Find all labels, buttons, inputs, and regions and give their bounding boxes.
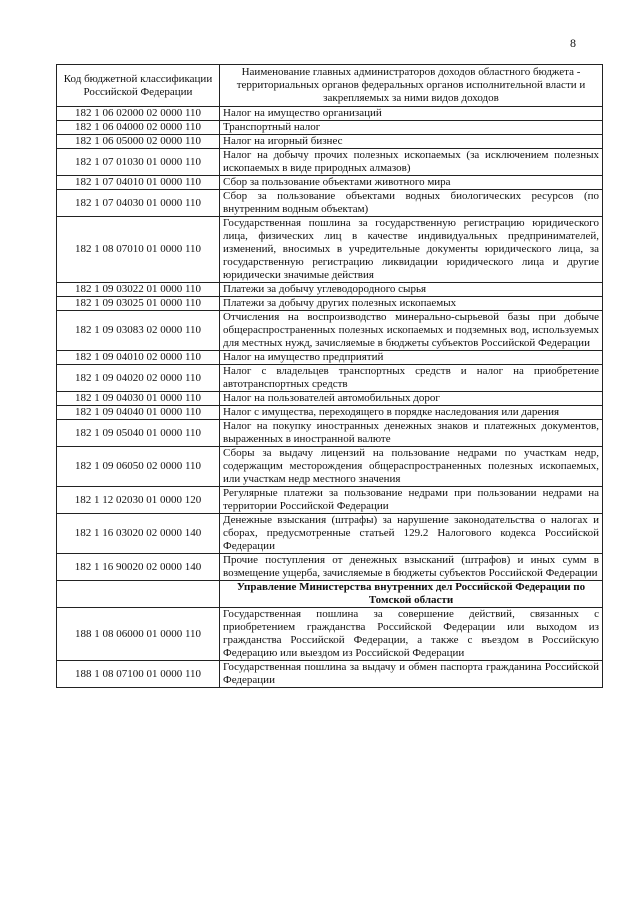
section-title: Управление Министерства внутренних дел Российской Федерации по Томской области [220,581,603,608]
revenue-name: Сбор за пользование объектами животного мира [220,176,603,190]
table-row [57,190,603,217]
table-row [57,554,603,581]
budget-code [57,581,220,608]
revenue-name: Налог на добычу прочих полезных ископаемых (за исключением полезных ископаемых в виде природных алмазов) [220,149,603,176]
budget-code: 182 1 07 04030 01 0000 110 [57,190,220,217]
table-header-row [57,65,603,107]
revenue-name: Налог на покупку иностранных денежных знаков и платежных документов, выраженных в иностранной валюте [220,420,603,447]
budget-code: 182 1 09 03025 01 0000 110 [57,297,220,311]
revenue-name: Налог на игорный бизнес [220,135,603,149]
table-row [57,121,603,135]
page-number: 8 [570,36,576,50]
table-row [57,176,603,190]
revenue-name: Налог на пользователей автомобильных дорог [220,392,603,406]
revenue-name: Транспортный налог [220,121,603,135]
budget-code: 182 1 09 04040 01 0000 110 [57,406,220,420]
revenue-name: Налог на имущество организаций [220,107,603,121]
header-code: Код бюджетной классификации Российской Федерации [57,65,220,107]
table-row [57,608,603,661]
table-row [57,351,603,365]
budget-code: 182 1 06 02000 02 0000 110 [57,107,220,121]
table-row [57,661,603,688]
revenue-name: Прочие поступления от денежных взысканий (штрафов) и иных сумм в возмещение ущерба, зачисляемые в бюджеты субъектов Российской Федерации [220,554,603,581]
revenue-name: Сборы за выдачу лицензий на пользование недрами по участкам недр, содержащим месторождения общераспространенных полезных ископаемых, или участкам недр местного значения [220,447,603,487]
table-row [57,392,603,406]
budget-code: 182 1 09 05040 01 0000 110 [57,420,220,447]
revenue-name: Регулярные платежи за пользование недрами при пользовании недрами на территории Российской Федерации [220,487,603,514]
budget-code: 182 1 09 03083 02 0000 110 [57,311,220,351]
revenue-name: Платежи за добычу углеводородного сырья [220,283,603,297]
budget-code: 182 1 09 06050 02 0000 110 [57,447,220,487]
budget-code: 182 1 08 07010 01 0000 110 [57,217,220,283]
budget-code: 182 1 07 04010 01 0000 110 [57,176,220,190]
budget-classification-table [56,64,603,688]
budget-code: 188 1 08 06000 01 0000 110 [57,608,220,661]
revenue-name: Налог на имущество предприятий [220,351,603,365]
table-row [57,297,603,311]
revenue-name: Государственная пошлина за выдачу и обмен паспорта гражданина Российской Федерации [220,661,603,688]
budget-code: 188 1 08 07100 01 0000 110 [57,661,220,688]
table-row [57,135,603,149]
budget-code: 182 1 09 03022 01 0000 110 [57,283,220,297]
table-row [57,420,603,447]
revenue-name: Государственная пошлина за государственную регистрацию юридического лица, физических лиц в качестве индивидуальных предпринимателей, изменений, вносимых в учредительные документы юридического лица, за государственную регистрацию ликвидации юридического лица и другие юридически значимые действия [220,217,603,283]
revenue-name: Платежи за добычу других полезных ископаемых [220,297,603,311]
budget-code: 182 1 09 04010 02 0000 110 [57,351,220,365]
budget-code: 182 1 06 05000 02 0000 110 [57,135,220,149]
budget-code: 182 1 06 04000 02 0000 110 [57,121,220,135]
table-row [57,365,603,392]
budget-code: 182 1 16 03020 02 0000 140 [57,514,220,554]
budget-code: 182 1 07 01030 01 0000 110 [57,149,220,176]
table-row [57,487,603,514]
table-row [57,311,603,351]
table-row [57,514,603,554]
budget-code: 182 1 12 02030 01 0000 120 [57,487,220,514]
revenue-name: Сбор за пользование объектами водных биологических ресурсов (по внутренним водным объектам) [220,190,603,217]
section-header-row [57,581,603,608]
budget-code: 182 1 16 90020 02 0000 140 [57,554,220,581]
table-row [57,406,603,420]
revenue-name: Отчисления на воспроизводство минерально-сырьевой базы при добыче общераспространенных полезных ископаемых и подземных вод, используемых для местных нужд, зачисляемые в бюджеты субъектов Российской Федерации [220,311,603,351]
revenue-name: Налог с имущества, переходящего в порядке наследования или дарения [220,406,603,420]
revenue-name: Денежные взыскания (штрафы) за нарушение законодательства о налогах и сборах, предусмотренные статьей 129.2 Налогового кодекса Российской Федерации [220,514,603,554]
budget-code: 182 1 09 04020 02 0000 110 [57,365,220,392]
table-body [57,107,603,688]
table-row [57,283,603,297]
table-row [57,447,603,487]
table-row [57,217,603,283]
header-name: Наименование главных администраторов доходов областного бюджета - территориальных органов федеральных органов исполнительной власти и закрепляемых за ними видов доходов [220,65,603,107]
table-row [57,107,603,121]
table-row [57,149,603,176]
revenue-name: Налог с владельцев транспортных средств и налог на приобретение автотранспортных средств [220,365,603,392]
revenue-name: Государственная пошлина за совершение действий, связанных с приобретением гражданства Российской Федерации или выходом из гражданства Российской Федерации, а также с въездом в Российскую Федерацию или выездом из Российской Федерации [220,608,603,661]
budget-code: 182 1 09 04030 01 0000 110 [57,392,220,406]
